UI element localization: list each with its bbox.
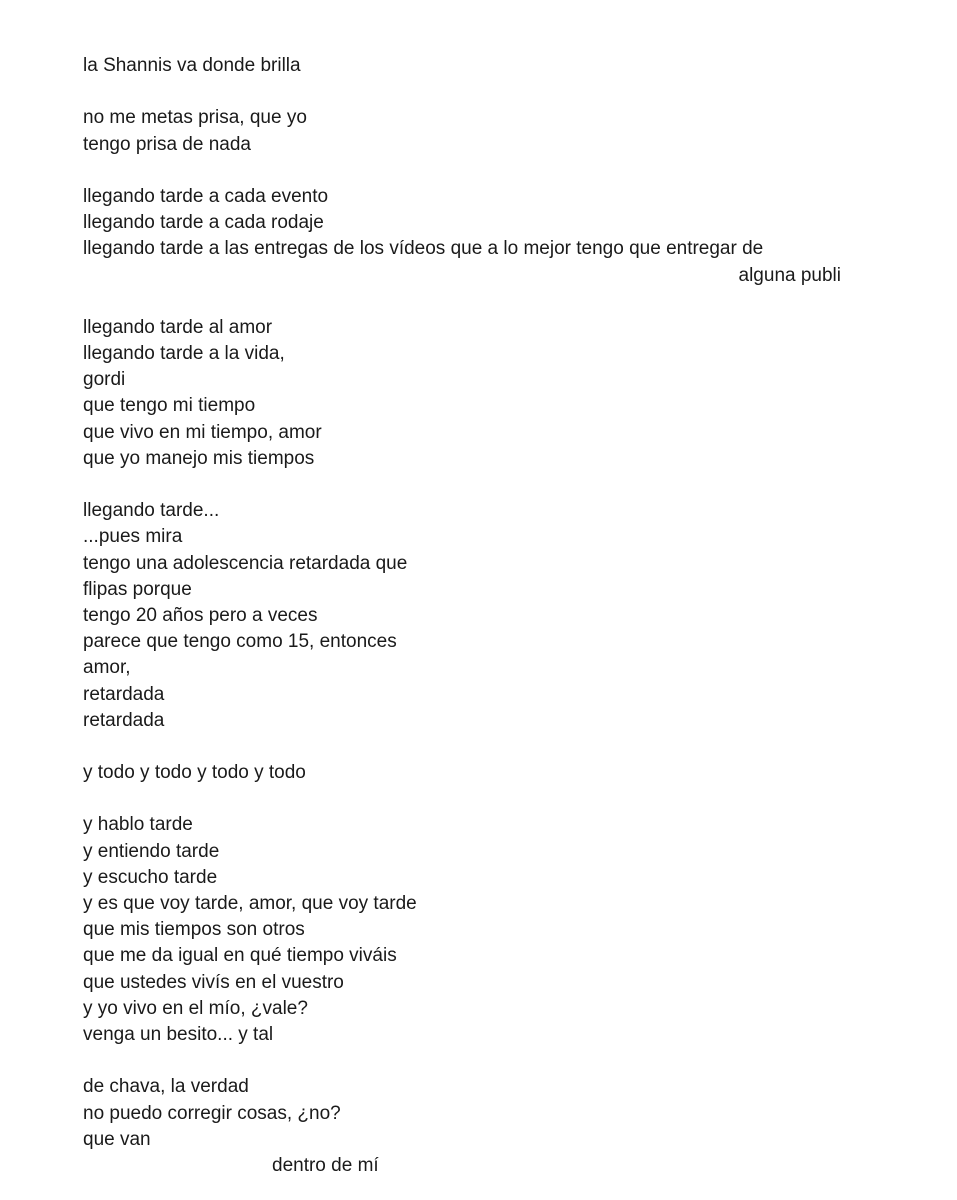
poem-line: venga un besito... y tal xyxy=(83,1023,274,1045)
poem-line: que ustedes vivís en el vuestro xyxy=(83,971,344,993)
poem-line: retardada xyxy=(83,709,165,731)
poem-line: que van xyxy=(83,1128,151,1150)
poem-line: tengo 20 años pero a veces xyxy=(83,604,318,626)
stanza-gap xyxy=(83,734,883,760)
poem-line: llegando tarde a la vida, xyxy=(83,343,285,365)
poem-line: y entiendo tarde xyxy=(83,840,220,862)
poem-line: que yo manejo mis tiempos xyxy=(83,447,315,469)
poem-line: que me da igual en qué tiempo viváis xyxy=(83,945,397,967)
stanza-gap xyxy=(83,158,883,184)
poem-line: llegando tarde a cada rodaje xyxy=(83,212,324,234)
poem-line: tengo una adolescencia retardada que xyxy=(83,552,408,574)
stanza-gap xyxy=(83,79,883,105)
poem-line: y todo y todo y todo y todo xyxy=(83,762,306,784)
poem-line: y hablo tarde xyxy=(83,814,193,836)
poem-line-indented: dentro de mí xyxy=(272,1154,379,1176)
stanza-gap xyxy=(83,1048,883,1074)
stanza-gap xyxy=(83,786,883,812)
stanza-gap xyxy=(83,289,883,315)
poem-line: llegando tarde... xyxy=(83,500,220,522)
poem-line: y es que voy tarde, amor, que voy tarde xyxy=(83,893,417,914)
poem-line: flipas porque xyxy=(83,578,192,600)
poem-line: tengo prisa de nada xyxy=(83,133,251,155)
poem-line: gordi xyxy=(83,369,126,391)
poem-line-right-aligned: alguna publi xyxy=(738,264,841,286)
poem-line: y escucho tarde xyxy=(83,866,218,888)
poem-line: y yo vivo en el mío, ¿vale? xyxy=(83,997,308,1019)
poem-line: que vivo en mi tiempo, amor xyxy=(83,421,322,443)
poem-line: llegando tarde a cada evento xyxy=(83,185,329,207)
poem-line: llegando tarde a las entregas de los vídeos que a lo mejor tengo que entregar de xyxy=(83,238,764,260)
poem-line: la Shannis va donde brilla xyxy=(83,55,301,76)
poem-line: retardada xyxy=(83,683,165,705)
poem-line: que mis tiempos son otros xyxy=(83,919,305,941)
poem-line: amor, xyxy=(83,657,131,679)
poem-line: de chava, la verdad xyxy=(83,1076,249,1098)
poem-line: ...pues mira xyxy=(83,526,183,548)
poem-line: no puedo corregir cosas, ¿no? xyxy=(83,1102,341,1124)
poem-text xyxy=(83,53,883,1179)
stanza-gap xyxy=(83,472,883,498)
poem-line: que tengo mi tiempo xyxy=(83,395,256,417)
poem-line: no me metas prisa, que yo xyxy=(83,107,307,129)
poem-line: parece que tengo como 15, entonces xyxy=(83,631,397,653)
poem-line: llegando tarde al amor xyxy=(83,316,273,338)
